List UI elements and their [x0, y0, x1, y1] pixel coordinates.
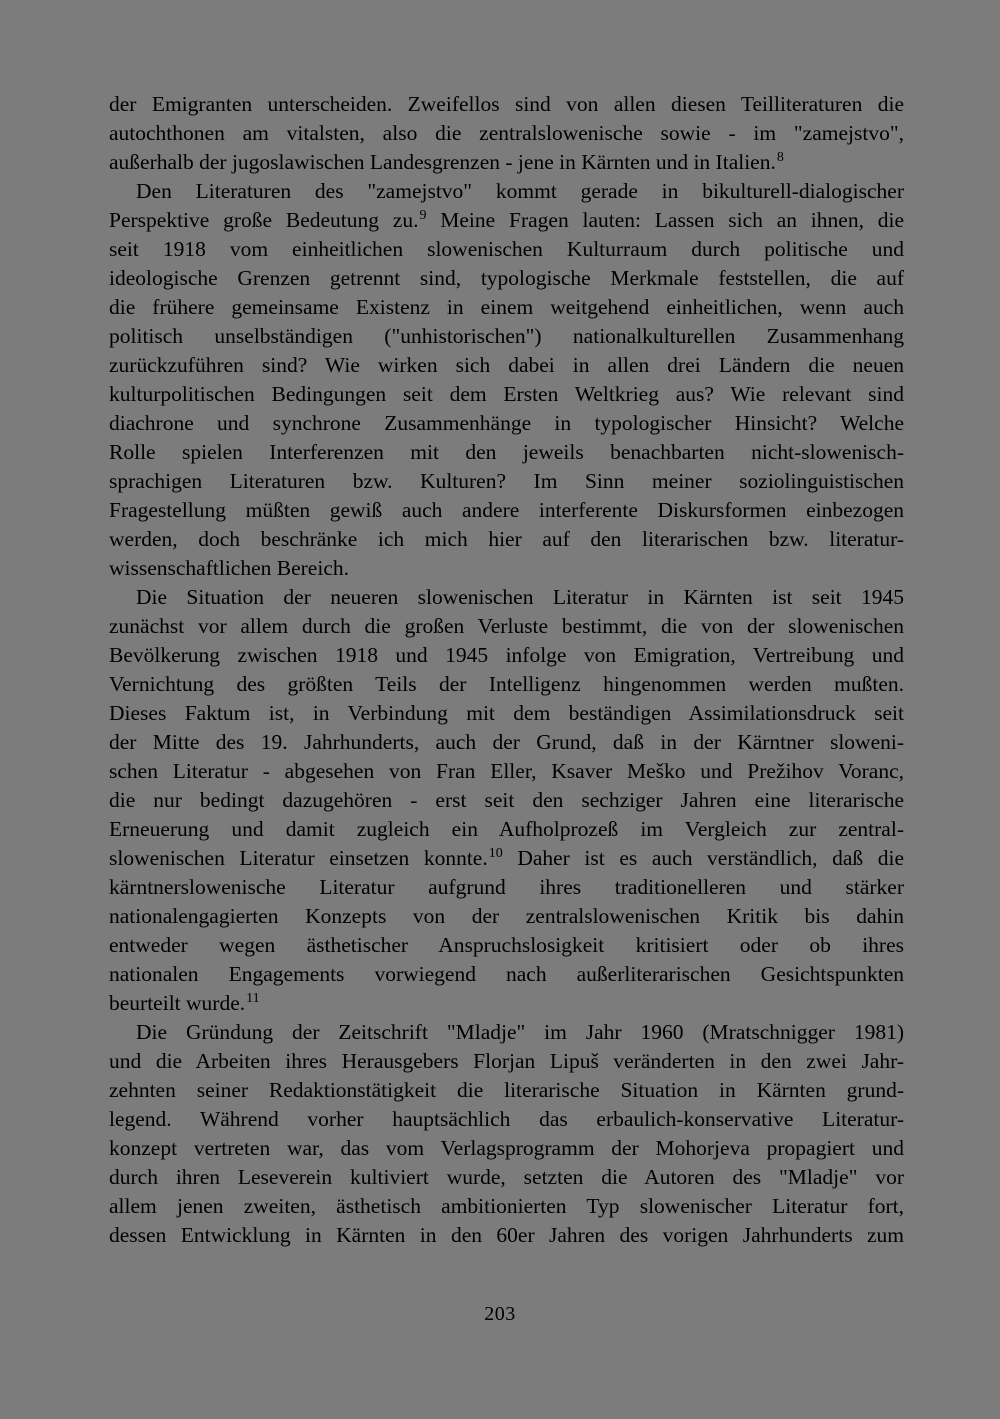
text-line — [109, 148, 904, 177]
text-line-content: der Mitte des 19. Jahrhunderts, auch der Grund, daß in der Kärntner sloweni- — [109, 730, 904, 754]
text-line — [109, 1076, 904, 1105]
text-line — [109, 989, 904, 1018]
text-line-content: dessen Entwicklung in Kärnten in den 60er Jahren des vorigen Jahrhunderts zum — [109, 1223, 904, 1247]
text-line — [109, 1221, 904, 1250]
text-line-content: beurteilt wurde. — [109, 991, 246, 1015]
text-line — [109, 264, 904, 293]
text-line — [109, 1163, 904, 1192]
text-line-content: kärntnerslowenische Literatur aufgrund ihres traditionelleren und stärker — [109, 875, 904, 899]
text-line — [109, 525, 904, 554]
text-line — [109, 757, 904, 786]
text-line-content: Vernichtung des größten Teils der Intelligenz hingenommen werden mußten. — [109, 672, 904, 696]
text-line-content: kulturpolitischen Bedingungen seit dem Ersten Weltkrieg aus? Wie relevant sind — [109, 382, 904, 406]
text-line-content: zehnten seiner Redaktionstätigkeit die literarische Situation in Kärnten grund- — [109, 1078, 904, 1102]
text-line — [109, 206, 904, 235]
text-line — [109, 467, 904, 496]
text-line-content: werden, doch beschränke ich mich hier auf den literarischen bzw. literatur- — [109, 527, 904, 551]
text-line-content: ideologische Grenzen getrennt sind, typologische Merkmale feststellen, die auf — [109, 266, 904, 290]
text-line — [109, 409, 904, 438]
text-line — [109, 1105, 904, 1134]
text-line — [109, 119, 904, 148]
text-line-content: Perspektive große Bedeutung zu. — [109, 208, 419, 232]
text-line — [109, 235, 904, 264]
text-line-content: konzept vertreten war, das vom Verlagsprogramm der Mohorjeva propagiert und — [109, 1136, 904, 1160]
text-line — [109, 177, 904, 206]
text-line — [109, 873, 904, 902]
text-line-content: Den Literaturen des "zamejstvo" kommt gerade in bikulturell-dialogischer — [136, 179, 904, 203]
text-line-content: die frühere gemeinsame Existenz in einem weitgehend einheitlichen, wenn auch — [109, 295, 904, 319]
text-line — [109, 1047, 904, 1076]
text-line-content: wissenschaftlichen Bereich. — [109, 556, 349, 580]
text-line — [109, 902, 904, 931]
footnote-marker: 11 — [246, 991, 260, 1006]
text-line-content: Dieses Faktum ist, in Verbindung mit dem beständigen Assimilationsdruck seit — [109, 701, 904, 725]
text-line-continuation: Meine Fragen lauten: Lassen sich an ihnen, die — [426, 208, 905, 232]
text-line-content: und die Arbeiten ihres Herausgebers Florjan Lipuš veränderten in den zwei Jahr- — [109, 1049, 904, 1073]
text-line-content: Erneuerung und damit zugleich ein Aufholprozeß im Vergleich zur zentral- — [109, 817, 904, 841]
text-line — [109, 554, 904, 583]
text-line — [109, 1018, 904, 1047]
text-line — [109, 1192, 904, 1221]
text-line-content: Die Situation der neueren slowenischen Literatur in Kärnten ist seit 1945 — [136, 585, 904, 609]
text-line — [109, 612, 904, 641]
text-line-content: Fragestellung müßten gewiß auch andere interferente Diskursformen einbezogen — [109, 498, 904, 522]
text-line — [109, 815, 904, 844]
text-line-content: außerhalb der jugoslawischen Landesgrenzen - jene in Kärnten und in Italien. — [109, 150, 776, 174]
text-line-content: sprachigen Literaturen bzw. Kulturen? Im Sinn meiner soziolinguistischen — [109, 469, 904, 493]
text-line — [109, 844, 904, 873]
text-line-content: autochthonen am vitalsten, also die zentralslowenische sowie - im "zamejstvo", — [109, 121, 904, 145]
text-line-content: die nur bedingt dazugehören - erst seit den sechziger Jahren eine literarische — [109, 788, 904, 812]
text-line — [109, 322, 904, 351]
text-line — [109, 728, 904, 757]
text-line-content: allem jenen zweiten, ästhetisch ambitionierten Typ slowenischer Literatur fort, — [109, 1194, 904, 1218]
text-line — [109, 380, 904, 409]
text-line — [109, 583, 904, 612]
text-line-content: Die Gründung der Zeitschrift "Mladje" im Jahr 1960 (Mratschnigger 1981) — [136, 1020, 904, 1044]
text-line — [109, 699, 904, 728]
text-line — [109, 931, 904, 960]
footnote-marker: 8 — [776, 150, 784, 165]
text-line-content: politisch unselbständigen ("unhistorischen") nationalkulturellen Zusammenhang — [109, 324, 904, 348]
text-line-content: schen Literatur - abgesehen von Fran Eller, Ksaver Meško und Prežihov Voranc, — [109, 759, 904, 783]
text-line-content: legend. Während vorher hauptsächlich das erbaulich-konservative Literatur- — [109, 1107, 904, 1131]
text-line-content: der Emigranten unterscheiden. Zweifellos sind von allen diesen Teilliteraturen die — [109, 92, 904, 116]
text-line-content: Rolle spielen Interferenzen mit den jeweils benachbarten nicht-slowenisch- — [109, 440, 904, 464]
text-line — [109, 438, 904, 467]
text-line — [109, 496, 904, 525]
text-line-content: zurückzuführen sind? Wie wirken sich dabei in allen drei Ländern die neuen — [109, 353, 904, 377]
text-line-content: slowenischen Literatur einsetzen konnte. — [109, 846, 488, 870]
text-line — [109, 90, 904, 119]
text-line-content: zunächst vor allem durch die großen Verluste bestimmt, die von der slowenischen — [109, 614, 904, 638]
document-body — [109, 90, 904, 1250]
text-line-content: entweder wegen ästhetischer Anspruchslosigkeit kritisiert oder ob ihres — [109, 933, 904, 957]
text-line-content: seit 1918 vom einheitlichen slowenischen Kulturraum durch politische und — [109, 237, 904, 261]
text-line — [109, 641, 904, 670]
page-number: 203 — [484, 1303, 516, 1325]
text-line — [109, 670, 904, 699]
footnote-marker: 10 — [488, 846, 503, 861]
text-line — [109, 293, 904, 322]
text-line — [109, 786, 904, 815]
text-line-content: nationalengagierten Konzepts von der zentralslowenischen Kritik bis dahin — [109, 904, 904, 928]
text-line-content: durch ihren Leseverein kultiviert wurde, setzten die Autoren des "Mladje" vor — [109, 1165, 904, 1189]
text-line-continuation: Daher ist es auch verständlich, daß die — [502, 846, 904, 870]
text-line-content: diachrone und synchrone Zusammenhänge in typologischer Hinsicht? Welche — [109, 411, 904, 435]
text-line — [109, 1134, 904, 1163]
footnote-marker: 9 — [419, 208, 427, 223]
text-line-content: Bevölkerung zwischen 1918 und 1945 infolge von Emigration, Vertreibung und — [109, 643, 904, 667]
text-line — [109, 351, 904, 380]
text-line — [109, 960, 904, 989]
text-line-content: nationalen Engagements vorwiegend nach außerliterarischen Gesichtspunkten — [109, 962, 904, 986]
